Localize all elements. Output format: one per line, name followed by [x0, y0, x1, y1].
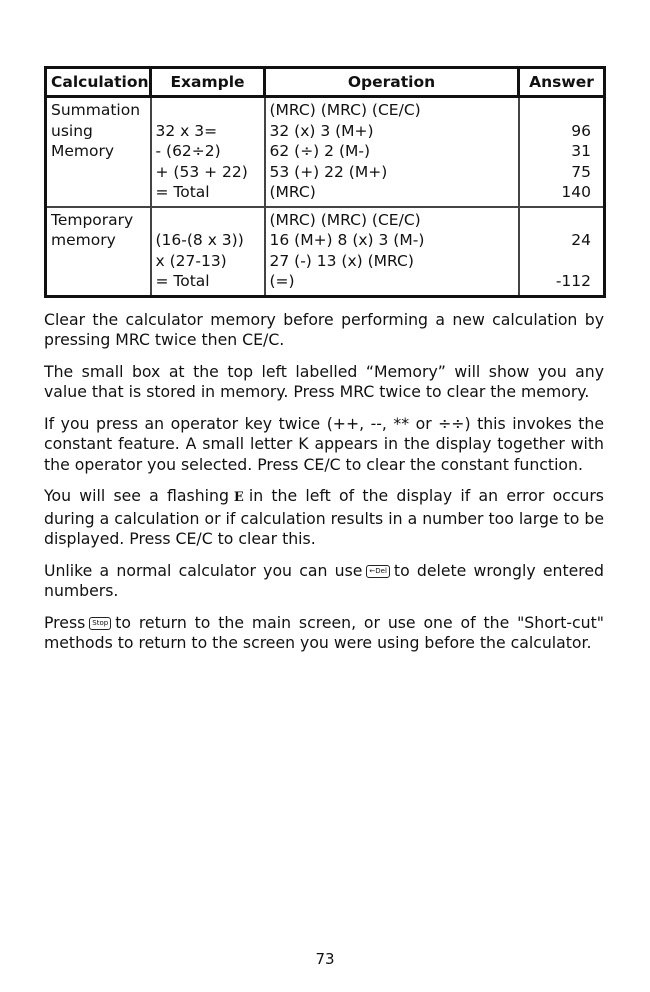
page-content [44, 66, 604, 665]
cell-line: -112 [555, 272, 591, 290]
cell-answer [519, 97, 605, 207]
error-e-icon: E [233, 490, 244, 505]
cell-line: Temporary [51, 210, 134, 229]
cell-line [524, 100, 600, 121]
cell-line: 96 [571, 121, 591, 140]
cell-line: using [51, 121, 93, 140]
cell-line: - (62÷2) [155, 142, 221, 160]
cell-line: 32 x 3= [155, 121, 218, 140]
cell-line [524, 251, 600, 272]
cell-operation [265, 97, 519, 207]
cell-line: 27 (-) 13 (x) (MRC) [269, 251, 414, 270]
table-row-temporary [46, 207, 605, 297]
calculation-table [44, 66, 606, 298]
cell-line: 31 [571, 142, 591, 160]
paragraph-delete-key [44, 561, 604, 602]
delete-key-icon: ←Del [366, 565, 390, 578]
cell-line [156, 210, 260, 231]
paragraph-text: Unlike a normal calculator you can use [44, 560, 363, 580]
paragraph-stop-key [44, 613, 604, 654]
paragraph-clear-memory: Clear the calculator memory before performing a new calculation by pressing MRC twice then CE/C. [44, 309, 604, 349]
cell-line: x (27-13) [155, 251, 227, 270]
cell-example [151, 207, 265, 297]
table-row-summation [46, 97, 605, 207]
cell-line: 62 (÷) 2 (M-) [269, 142, 371, 160]
paragraph-error-indicator [44, 486, 604, 550]
paragraph-text: You will see a flashing [44, 486, 229, 505]
cell-line [156, 100, 260, 121]
paragraph-memory-box: The small box at the top left labelled “Memory” will show you any value that is stored in memory. Press MRC twice to clear the memory. [44, 361, 604, 401]
header-example: Example [151, 68, 265, 97]
cell-line [524, 210, 600, 231]
cell-example [151, 97, 265, 207]
cell-line: Memory [51, 142, 115, 160]
cell-operation [265, 207, 519, 297]
cell-line [51, 162, 146, 183]
cell-line: 16 (M+) 8 (x) 3 (M-) [269, 231, 425, 249]
cell-line: + (53 + 22) [155, 162, 248, 181]
cell-line: 32 (x) 3 (M+) [269, 121, 374, 140]
cell-line: = Total [155, 272, 210, 290]
cell-line: (MRC) (MRC) (CE/C) [269, 210, 421, 229]
cell-answer [519, 207, 605, 297]
cell-line: Summation [51, 101, 141, 119]
cell-line: 75 [571, 162, 591, 181]
paragraph-text: to delete wrongly entered numbers. [44, 560, 604, 600]
paragraph-text: in the left of the display if an error occurs during a calculation or if calculation results in a number too large to be displayed. Press CE/C to clear this. [44, 486, 604, 548]
paragraph-text: to return to the main screen, or use one of the "Short-cut" methods to return to the screen you were using before the calculator. [44, 612, 604, 652]
stop-key-icon: Stop [89, 617, 111, 630]
cell-line: memory [51, 231, 116, 249]
table-header-row [46, 68, 605, 97]
paragraph-text: Press [44, 612, 86, 632]
cell-line [51, 271, 146, 292]
cell-line: = Total [155, 183, 210, 201]
cell-calculation [46, 207, 151, 297]
page-number: 73 [315, 950, 335, 968]
header-operation: Operation [265, 68, 519, 97]
cell-line: (MRC) [269, 183, 316, 201]
cell-line: (16-(8 x 3)) [155, 231, 244, 249]
cell-line: (MRC) (MRC) (CE/C) [269, 101, 421, 119]
cell-line: 53 (+) 22 (M+) [269, 162, 388, 181]
cell-line: 24 [571, 231, 591, 249]
header-calculation: Calculation [46, 68, 151, 97]
cell-line [51, 251, 146, 272]
paragraph-constant-feature: If you press an operator key twice (++, --, ** or ÷÷) this invokes the constant feature. A small letter K appears in the display together with the operator you selected. Press CE/C to clear the constant function. [44, 413, 604, 474]
cell-line: (=) [269, 272, 295, 290]
header-answer: Answer [519, 68, 605, 97]
cell-line: 140 [561, 183, 591, 201]
cell-calculation [46, 97, 151, 207]
